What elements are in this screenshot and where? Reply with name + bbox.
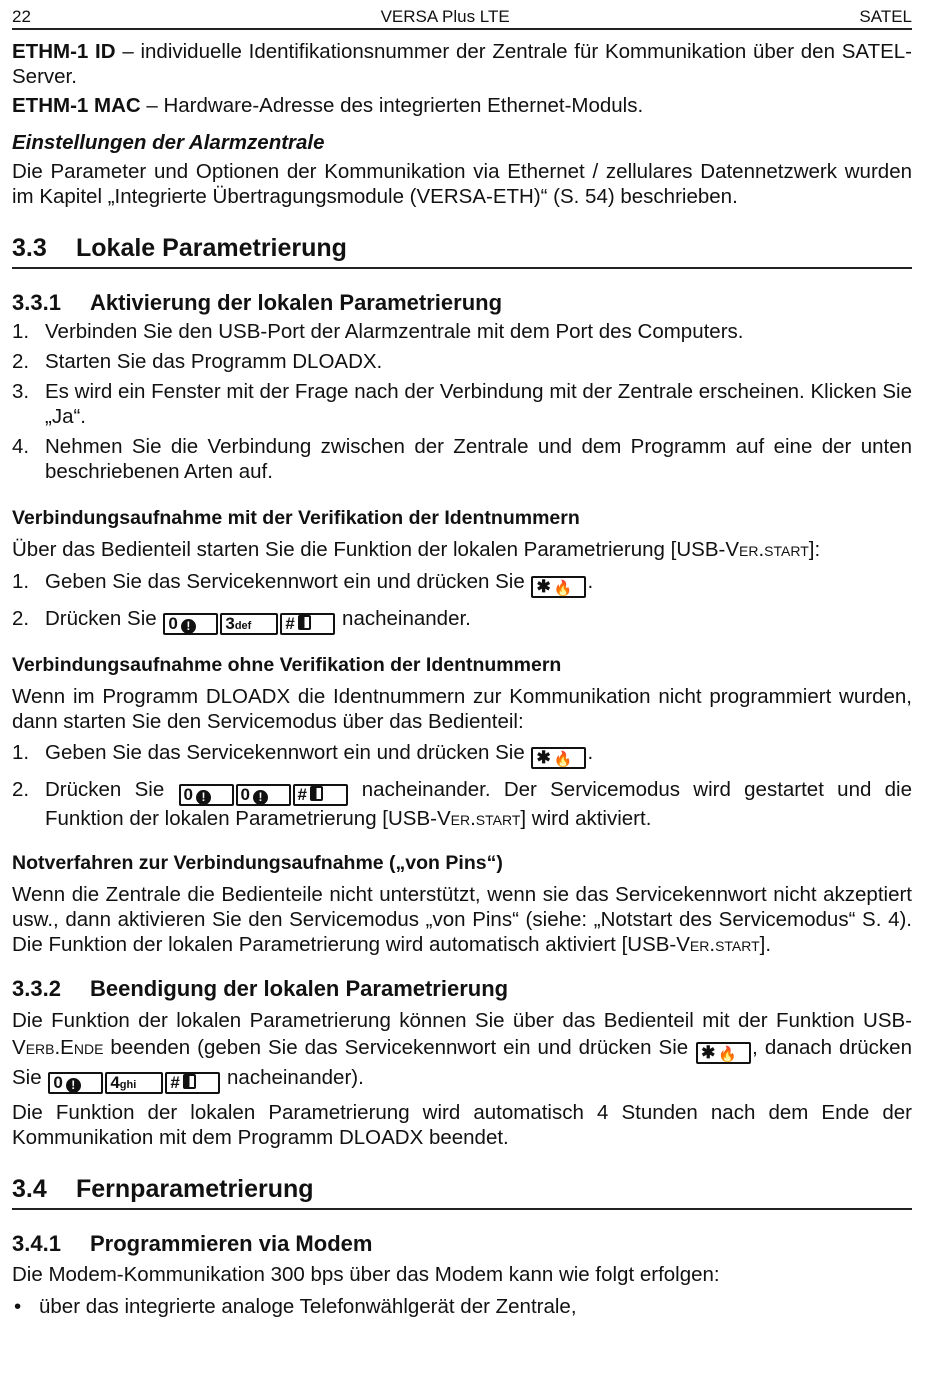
half-square-icon: [183, 1074, 196, 1089]
section-number: 3.4: [12, 1175, 47, 1203]
ethm-id-term: ETHM-1 ID: [12, 40, 116, 63]
zero-key-icon: 0 !: [179, 784, 234, 806]
section-3-3-1-heading: [12, 289, 912, 317]
page-header: [12, 0, 912, 30]
exclamation-icon: !: [66, 1078, 81, 1093]
flame-icon: 🔥: [553, 751, 573, 768]
exclamation-icon: !: [253, 790, 268, 805]
exclamation-icon: !: [196, 790, 211, 805]
star-key-icon: ✱ 🔥: [531, 576, 586, 598]
section-number: 3.3.2: [12, 976, 61, 1001]
half-square-icon: [298, 615, 311, 630]
no-verification-intro: Wenn im Programm DLOADX die Identnummern zur Kommunikation nicht programmiert wurden, dann starten Sie den Servicemodus über das Bedienteil:: [12, 685, 912, 733]
settings-heading: Einstellungen der Alarmzentrale: [12, 131, 325, 154]
list-item: 1. Verbinden Sie den USB-Port der Alarmzentrale mit dem Port des Computers.: [12, 320, 744, 343]
ethm-mac-paragraph: [12, 93, 912, 118]
ethm-mac-text: – Hardware-Adresse des integrierten Ethernet-Moduls.: [140, 94, 644, 117]
list-item: 2. Drücken Sie 0 ! 0 ! # nacheinander. Der Servicemodus wird gestartet und die Funktion der lokalen Parametrierung [USB-Ver.start] wird aktiviert.: [12, 778, 912, 830]
flame-icon: 🔥: [553, 580, 573, 597]
hash-key-icon: #: [280, 613, 335, 635]
list-item: 2. Starten Sie das Programm DLOADX.: [12, 350, 383, 373]
no-verification-steps: [12, 740, 912, 831]
ethm-id-paragraph: [12, 39, 912, 89]
document-title: VERSA Plus LTE: [380, 7, 510, 26]
brand-name: SATEL: [859, 7, 912, 26]
settings-text: Die Parameter und Optionen der Kommunikation via Ethernet / zellulares Datennetzwerk wurden im Kapitel „Integrierte Übertragungsmodule (VERSA-ETH)“ (S. 54) beschrieben.: [12, 160, 912, 208]
hash-key-icon: #: [165, 1072, 220, 1094]
list-item: 2. Drücken Sie 0 ! 3def # nacheinander.: [12, 607, 471, 633]
section-title: Beendigung der lokalen Parametrierung: [90, 976, 509, 1001]
section-title: Programmieren via Modem: [90, 1231, 373, 1256]
verification-steps: [12, 569, 912, 635]
verification-intro: Über das Bedienteil starten Sie die Funktion der lokalen Parametrierung [USB-Ver.start]:: [12, 538, 821, 561]
hash-key-icon: #: [293, 784, 348, 806]
verification-heading: Verbindungsaufnahme mit der Verifikation der Identnummern: [12, 507, 580, 529]
section-3-4-heading: [12, 1174, 912, 1210]
list-item: 1. Geben Sie das Servicekennwort ein und drücken Sie ✱ 🔥 .: [12, 741, 594, 768]
modem-text: Die Modem-Kommunikation 300 bps über das Modem kann wie folgt erfolgen:: [12, 1263, 720, 1286]
section-number: 3.4.1: [12, 1231, 61, 1256]
section-title: Aktivierung der lokalen Parametrierung: [90, 290, 503, 315]
half-square-icon: [310, 786, 323, 801]
emergency-heading: Notverfahren zur Verbindungsaufnahme („von Pins“): [12, 852, 503, 874]
list-item: • über das integrierte analoge Telefonwählgerät der Zentrale,: [12, 1294, 912, 1319]
activation-steps: [12, 319, 912, 484]
zero-key-icon: 0 !: [163, 613, 218, 635]
four-ghi-key-icon: 4ghi: [105, 1072, 163, 1094]
section-number: 3.3.1: [12, 290, 61, 315]
section-number: 3.3: [12, 234, 47, 262]
termination-auto-text: Die Funktion der lokalen Parametrierung wird automatisch 4 Stunden nach dem Ende der Kommunikation mit dem Programm DLOADX beendet.: [12, 1101, 912, 1149]
list-item: 4. Nehmen Sie die Verbindung zwischen der Zentrale und dem Programm auf eine der unten beschriebenen Arten auf.: [12, 435, 912, 483]
section-title: Lokale Parametrierung: [76, 234, 347, 262]
section-3-3-heading: [12, 233, 912, 269]
emergency-text: Wenn die Zentrale die Bedienteile nicht unterstützt, wenn sie das Servicekennwort nicht akzeptiert usw., dann aktivieren Sie den Servicemodus „von Pins“ (siehe: „Notstart des Servicemodus“ S. 4). Die Funktion der lokalen Parametrierung wird automatisch aktiviert [USB-Ver.start].: [12, 883, 912, 956]
ethm-id-text: – individuelle Identifikationsnummer der Zentrale für Kommunikation über den SATEL-Server.: [12, 40, 912, 88]
page-number: 22: [12, 7, 31, 26]
exclamation-icon: !: [181, 619, 196, 634]
ethm-mac-term: ETHM-1 MAC: [12, 94, 141, 117]
star-key-icon: ✱ 🔥: [696, 1042, 751, 1064]
section-3-4-1-heading: [12, 1230, 912, 1258]
list-item: 3. Es wird ein Fenster mit der Frage nach der Verbindung mit der Zentrale erscheinen. Klicken Sie „Ja“.: [12, 380, 912, 428]
no-verification-heading: Verbindungsaufnahme ohne Verifikation der Identnummern: [12, 654, 562, 676]
star-key-icon: ✱ 🔥: [531, 747, 586, 769]
list-item: 1. Geben Sie das Servicekennwort ein und drücken Sie ✱ 🔥 .: [12, 570, 594, 597]
termination-text: Die Funktion der lokalen Parametrierung können Sie über das Bedienteil mit der Funktion USB-Verb.Ende beenden (geben Sie das Servicekennwort ein und drücken Sie ✱ 🔥 , danach drücken Sie 0 ! 4ghi # nacheinander).: [12, 1009, 912, 1092]
zero-key-icon: 0 !: [48, 1072, 103, 1094]
section-title: Fernparametrierung: [76, 1175, 314, 1203]
zero-key-icon: 0 !: [236, 784, 291, 806]
section-3-3-2-heading: [12, 975, 912, 1003]
flame-icon: 🔥: [718, 1046, 738, 1063]
modem-options-list: [12, 1294, 912, 1319]
three-def-key-icon: 3def: [220, 613, 278, 635]
